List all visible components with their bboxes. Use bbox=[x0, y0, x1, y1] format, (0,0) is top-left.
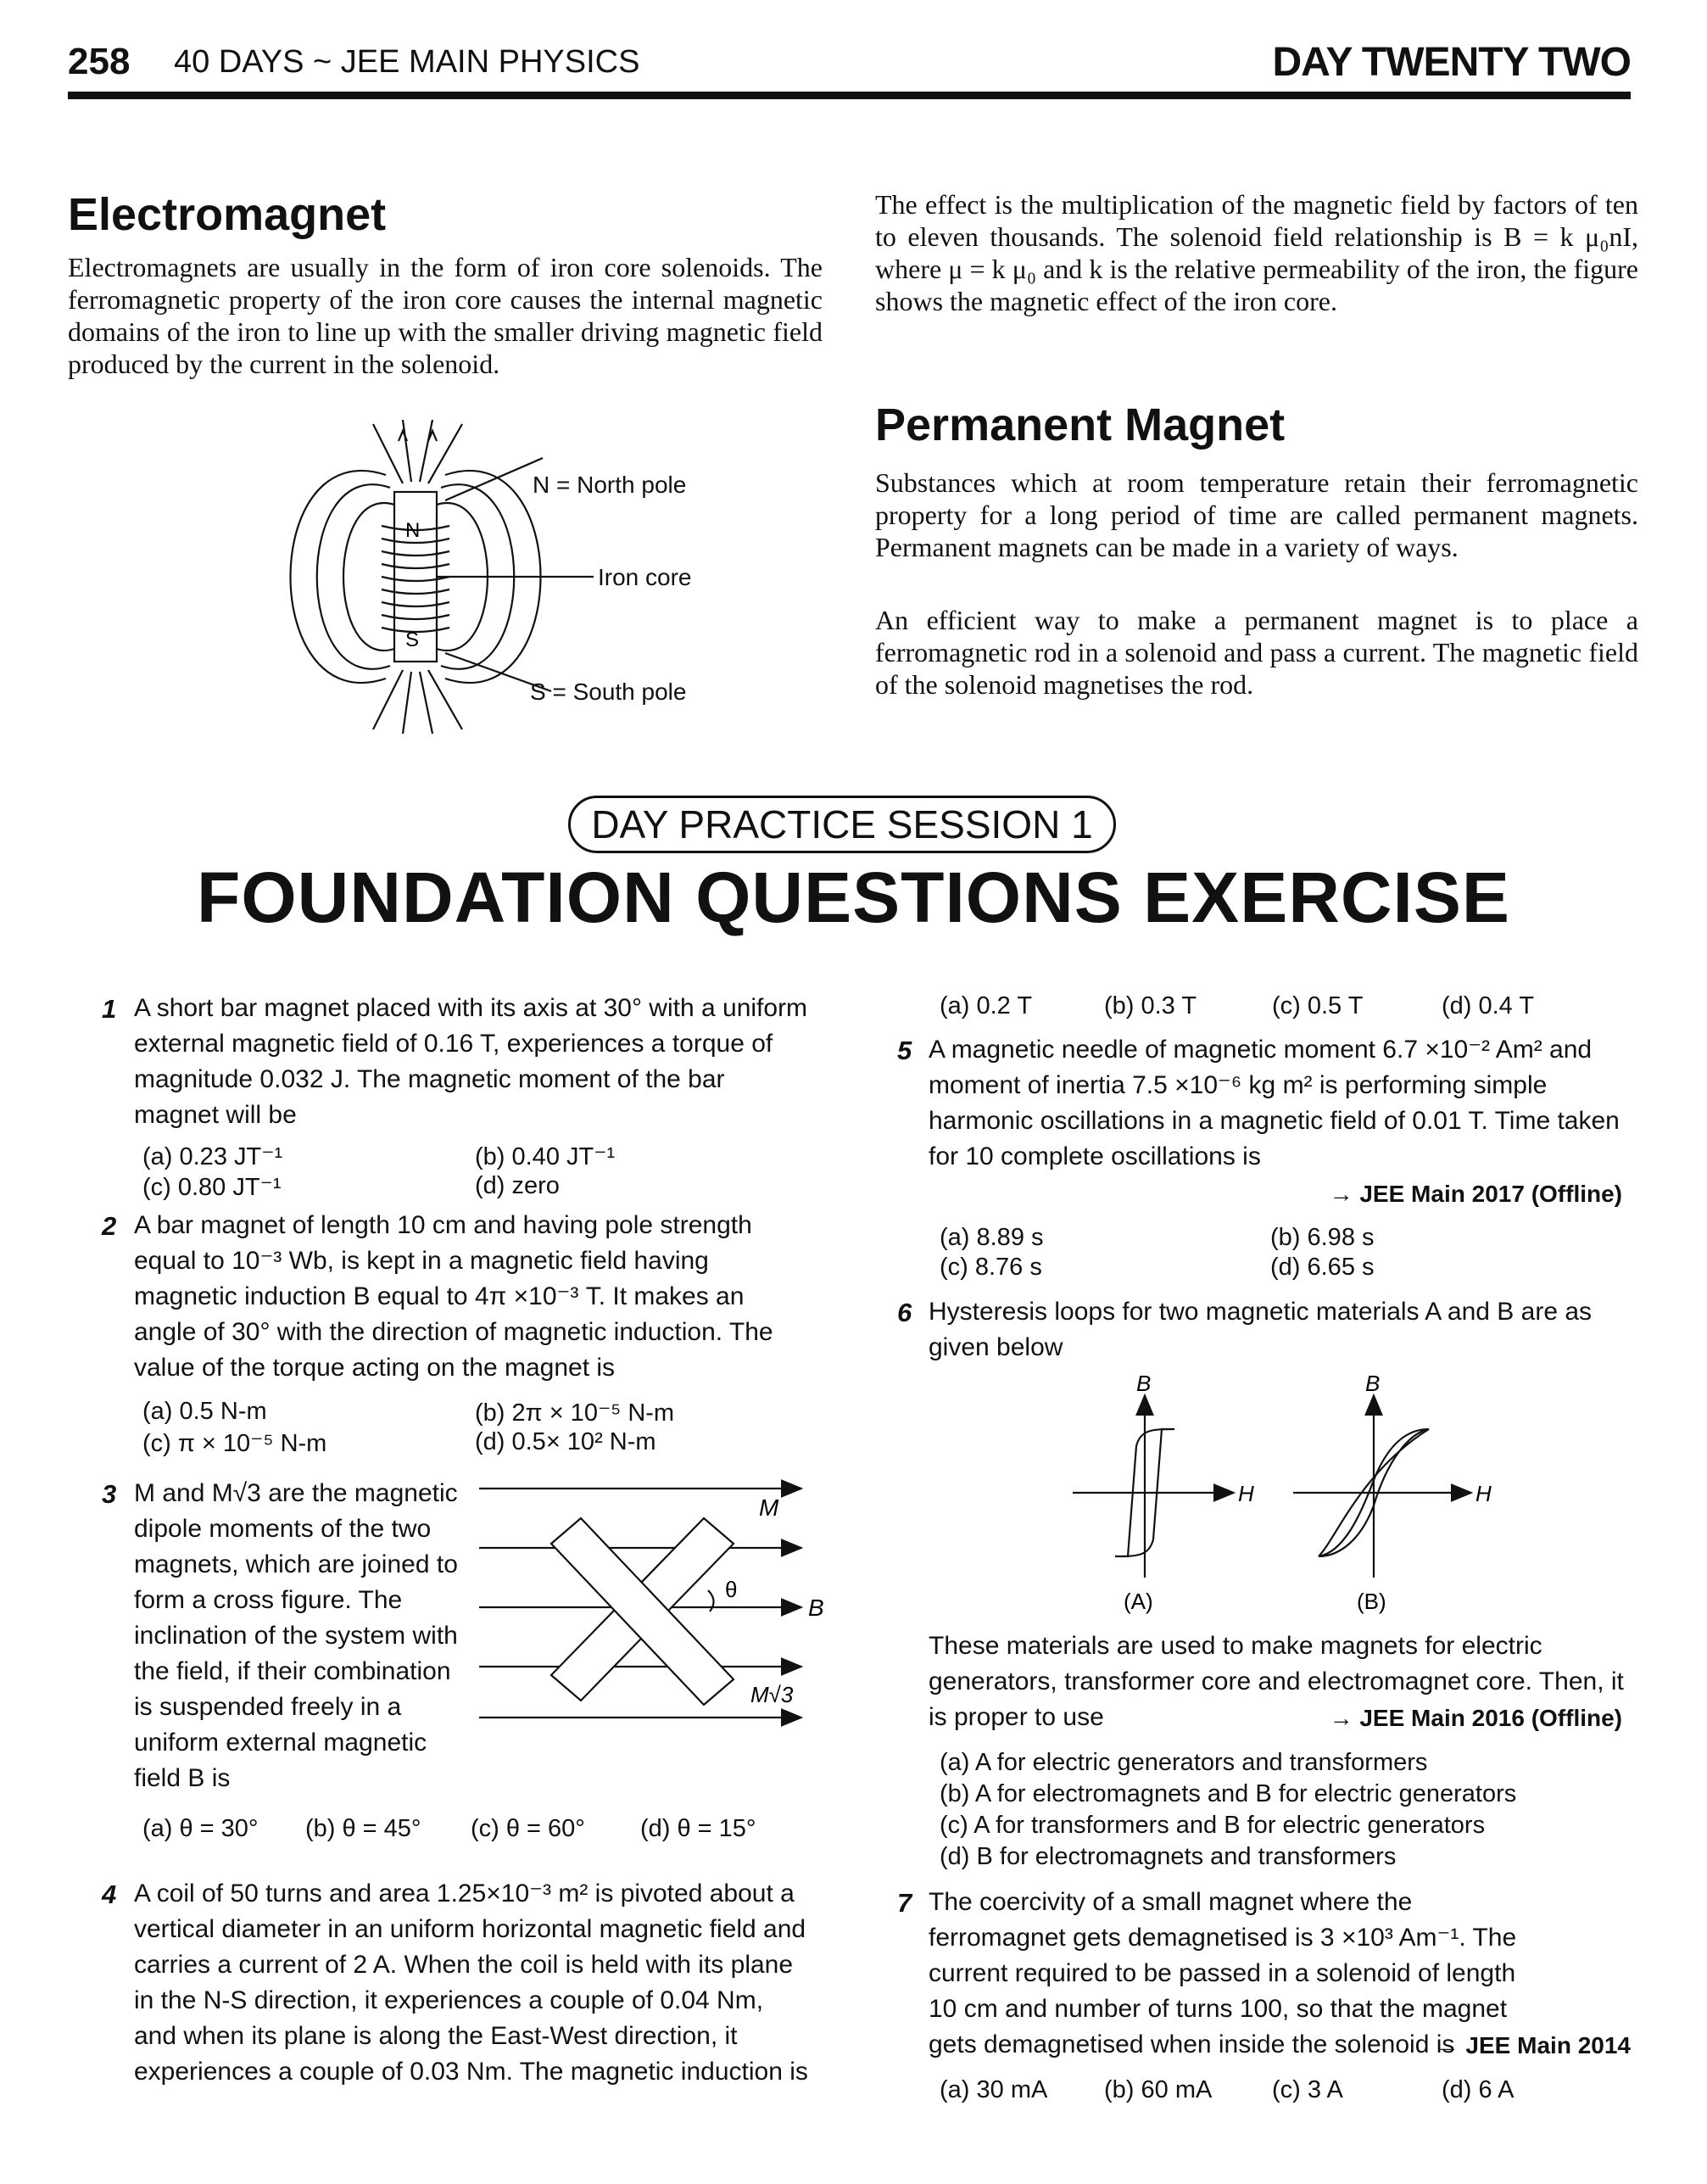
q6-fig-caption-a: (A) bbox=[1124, 1589, 1153, 1614]
q1-option-b: (b) 0.40 JT⁻¹ bbox=[475, 1143, 616, 1170]
q3-option-a: (a) θ = 30° bbox=[142, 1815, 259, 1842]
q2-number: 2 bbox=[102, 1211, 117, 1241]
electromagnet-continuation: The effect is the multiplication of the magnetic field by factors of ten to eleven thousands. The solenoid field relationship is B = k μ₀nI, where μ = k μ₀ and k is the relative permeability of the iron, the figure shows the magnetic effect of the iron core. bbox=[875, 189, 1638, 316]
q6-option-b: (b) A for electromagnets and B for electric generators bbox=[940, 1780, 1517, 1807]
q1-option-d: (d) zero bbox=[475, 1172, 560, 1199]
q4-text: A coil of 50 turns and area 1.25×10⁻³ m² is pivoted about a vertical diameter in an uniform horizontal magnetic field and carries a current of 2 A. When the coil is held with its plane in the N-S direction, it experiences a couple of 0.04 Nm, and when its plane is along the East-West direction, it experiences a couple of 0.03 Nm. The magnetic induction is bbox=[134, 1880, 808, 2086]
q3-fig-theta-label: θ bbox=[725, 1577, 738, 1602]
page-number: 258 bbox=[68, 41, 131, 82]
figure-n-mark: N bbox=[405, 519, 421, 542]
q7-source: → JEE Main 2014 bbox=[1435, 2032, 1631, 2058]
q3-option-b: (b) θ = 45° bbox=[305, 1815, 421, 1842]
q3-option-c: (c) θ = 60° bbox=[471, 1815, 585, 1842]
q6-fig-h-axis-a: H bbox=[1238, 1481, 1254, 1506]
q6-fig-caption-b: (B) bbox=[1357, 1589, 1386, 1614]
electromagnet-heading: Electromagnet bbox=[68, 189, 387, 240]
permanent-magnet-heading: Permanent Magnet bbox=[875, 399, 1286, 450]
q3-text: M and M√3 are the magnetic dipole moments of the two magnets, which are joined to form a cross figure. The inclination of the system with the field, if their combination is suspended freely in a uniform external magnetic field B is bbox=[134, 1479, 458, 1792]
q4-number: 4 bbox=[102, 1880, 117, 1909]
figure-s-mark: S bbox=[405, 628, 420, 651]
q6-option-d: (d) B for electromagnets and transformers bbox=[940, 1843, 1397, 1870]
q1-option-c: (c) 0.80 JT⁻¹ bbox=[142, 1174, 282, 1201]
q5-number: 5 bbox=[897, 1036, 912, 1065]
q2-option-c: (c) π × 10⁻⁵ N-m bbox=[142, 1430, 327, 1457]
q3-fig-b-label: B bbox=[808, 1595, 824, 1621]
q5-option-a: (a) 8.89 s bbox=[940, 1224, 1044, 1251]
q2-option-a: (a) 0.5 N-m bbox=[142, 1398, 267, 1425]
q2-text: A bar magnet of length 10 cm and having pole strength equal to 10⁻³ Wb, is kept in a magnetic field having magnetic induction B equal to 4π ×10⁻³ T. It makes an angle of 30° with the direction of magnetic induction. The value of the torque acting on the magnet is bbox=[134, 1211, 773, 1382]
q6-source: → JEE Main 2016 (Offline) bbox=[1329, 1705, 1622, 1731]
q3-fig-m-label: M bbox=[759, 1494, 779, 1521]
q6-fig-b-axis-b: B bbox=[1365, 1371, 1381, 1396]
q1-number: 1 bbox=[102, 994, 117, 1024]
session-label: DAY PRACTICE SESSION 1 bbox=[568, 796, 1116, 853]
header-rule bbox=[68, 92, 1631, 99]
q6-fig-b-axis-a: B bbox=[1136, 1371, 1152, 1396]
q4-option-c: (c) 0.5 T bbox=[1272, 992, 1364, 1019]
q6-text: Hysteresis loops for two magnetic materials A and B are as given below bbox=[929, 1298, 1593, 1361]
q5-option-c: (c) 8.76 s bbox=[940, 1254, 1042, 1281]
q2-option-b: (b) 2π × 10⁻⁵ N-m bbox=[475, 1399, 675, 1427]
q6-hysteresis-figure bbox=[1047, 1371, 1522, 1614]
q3-option-d: (d) θ = 15° bbox=[640, 1815, 756, 1842]
q6-option-c: (c) A for transformers and B for electric generators bbox=[940, 1812, 1486, 1839]
q3-fig-m3-label: M√3 bbox=[750, 1682, 794, 1707]
q6-text-continued: These materials are used to make magnets for electric generators, transformer core and electromagnet core. Then, it is proper to use bbox=[929, 1632, 1624, 1731]
permanent-magnet-paragraph-2: An efficient way to make a permanent magnet is to place a ferromagnetic rod in a solenoid and pass a current. The magnetic field of the solenoid magnetises the rod. bbox=[875, 605, 1638, 700]
q5-source: → JEE Main 2017 (Offline) bbox=[1329, 1181, 1622, 1207]
q6-number: 6 bbox=[897, 1298, 912, 1327]
session-title: FOUNDATION QUESTIONS EXERCISE bbox=[197, 857, 1510, 937]
book-title: 40 DAYS ~ JEE MAIN PHYSICS bbox=[174, 44, 640, 80]
figure-south-label: S = South pole bbox=[530, 679, 687, 705]
figure-core-label: Iron core bbox=[598, 564, 692, 590]
q5-text: A magnetic needle of magnetic moment 6.7 ×10⁻² Am² and moment of inertia 7.5 ×10⁻⁶ kg m² is performing simple harmonic oscillations in a magnetic field of 0.01 T. Time taken for 10 complete oscillations is bbox=[929, 1036, 1620, 1170]
q5-option-d: (d) 6.65 s bbox=[1270, 1254, 1375, 1281]
q6-option-a: (a) A for electric generators and transformers bbox=[940, 1749, 1428, 1776]
q1-option-a: (a) 0.23 JT⁻¹ bbox=[142, 1143, 283, 1170]
q3-number: 3 bbox=[102, 1479, 117, 1509]
electromagnet-paragraph: Electromagnets are usually in the form of iron core solenoids. The ferromagnetic property of the iron core causes the internal magnetic domains of the iron to line up with the smaller driving magnetic field produced by the current in the solenoid. bbox=[68, 252, 823, 379]
day-title: DAY TWENTY TWO bbox=[1272, 40, 1631, 85]
q4-option-a: (a) 0.2 T bbox=[940, 992, 1033, 1019]
q6-fig-h-axis-b: H bbox=[1475, 1481, 1492, 1506]
q5-option-b: (b) 6.98 s bbox=[1270, 1224, 1375, 1251]
q3-cross-magnet-figure bbox=[471, 1472, 827, 1743]
q4-option-b: (b) 0.3 T bbox=[1104, 992, 1197, 1019]
q1-text: A short bar magnet placed with its axis at 30° with a uniform external magnetic field of 0.16 T, experiences a torque of magnitude 0.032 J. The magnetic moment of the bar magnet will be bbox=[134, 994, 808, 1129]
figure-north-label: N = North pole bbox=[533, 472, 687, 498]
q7-option-c: (c) 3 A bbox=[1272, 2076, 1343, 2103]
q7-text: The coercivity of a small magnet where the ferromagnet gets demagnetised is 3 ×10³ Am⁻¹. The current required to be passed in a solenoid of length 10 cm and number of turns 100, so that the magnet gets demagnetised when inside the solenoid is bbox=[929, 1888, 1517, 2058]
q7-option-a: (a) 30 mA bbox=[940, 2076, 1048, 2103]
permanent-magnet-paragraph-1: Substances which at room temperature retain their ferromagnetic property for a long period of time are called permanent magnets. Permanent magnets can be made in a variety of ways. bbox=[875, 467, 1638, 562]
q7-option-d: (d) 6 A bbox=[1442, 2076, 1515, 2103]
q7-option-b: (b) 60 mA bbox=[1104, 2076, 1213, 2103]
q7-number: 7 bbox=[897, 1888, 912, 1918]
q2-option-d: (d) 0.5× 10² N-m bbox=[475, 1428, 656, 1455]
q4-option-d: (d) 0.4 T bbox=[1442, 992, 1535, 1019]
